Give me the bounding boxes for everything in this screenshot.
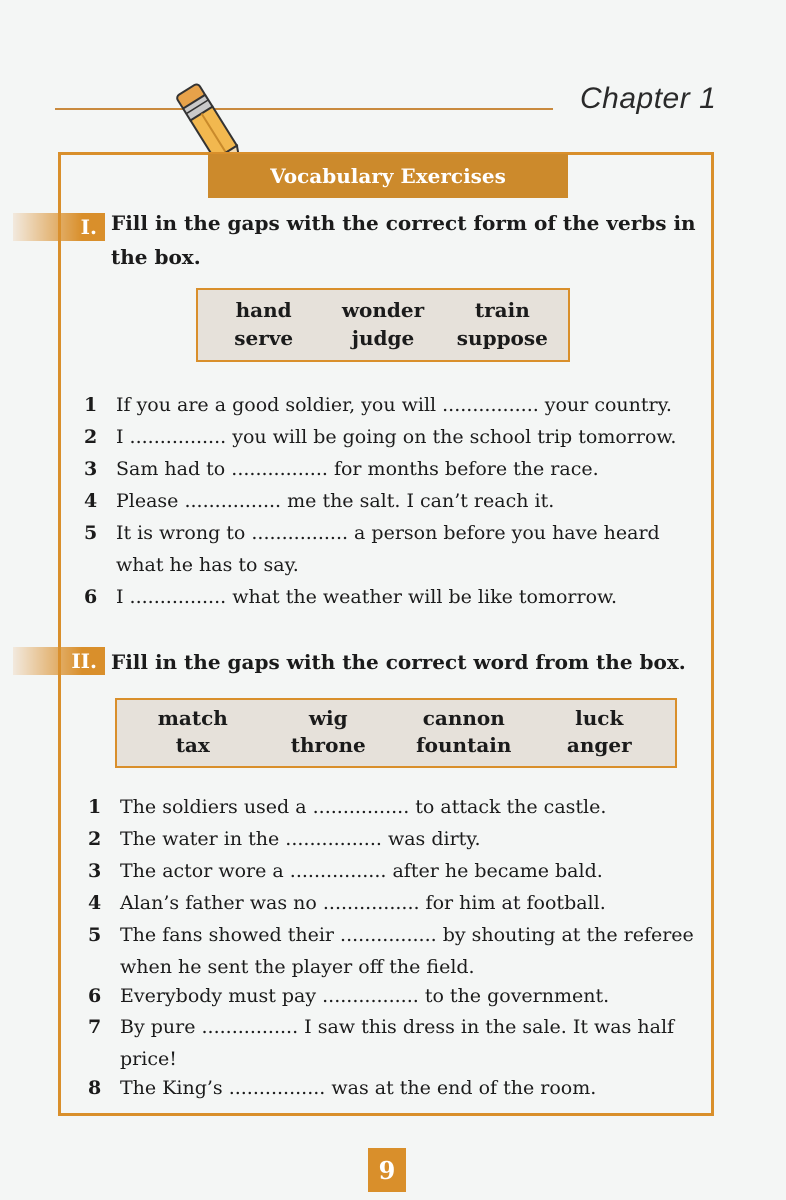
question-number: 1 [88,796,102,818]
word-box-word: train [474,298,530,322]
word-box-word: fountain [416,732,512,757]
question-text: If you are a good soldier, you will ................ your country. [116,394,672,416]
question-text: Everybody must pay ................ to the government. [120,985,610,1007]
word-box-word: cannon [422,705,505,730]
question-number: 1 [84,394,98,416]
section-1-word-box [196,288,570,362]
question-text: The fans showed their ................ by shouting at the referee when he sent the player off the field. [120,924,694,978]
question-number: 2 [88,828,102,850]
question-text: Sam had to ................ for months before the race. [116,458,599,480]
question-number: 5 [84,522,98,544]
chapter-heading: Chapter 1 [580,82,717,115]
question-text: I ................ you will be going on the school trip tomorrow. [116,426,677,448]
question-text: The King’s ................ was at the end of the room. [120,1077,597,1099]
question-text: I ................ what the weather will be like tomorrow. [116,586,618,608]
question-number: 4 [84,490,98,512]
word-box-word: anger [566,732,632,757]
question-text: It is wrong to ................ a person before you have heard what he has to say. [116,522,660,576]
page-number: 9 [368,1148,406,1192]
section-2-number: II. [13,647,105,675]
word-box-word: luck [575,705,624,730]
section-2-word-box [115,698,677,768]
question-text: The water in the ................ was dirty. [120,828,481,850]
word-box-word: hand [235,298,292,322]
question-text: By pure ................ I saw this dress in the sale. It was half price! [120,1016,675,1070]
word-box-word: wig [308,705,348,730]
question-text: Please ................ me the salt. I can’t reach it. [116,490,555,512]
question-text: The soldiers used a ................ to attack the castle. [120,796,607,818]
question-number: 3 [88,860,102,882]
word-box-word: judge [351,326,415,350]
word-box-word: serve [234,326,294,350]
word-box-word: throne [290,732,366,757]
word-box-word: tax [175,732,210,757]
section-1-title: Fill in the gaps with the correct form of the verbs in the box. [111,211,696,269]
section-2-title: Fill in the gaps with the correct word from the box. [111,650,686,674]
question-text: Alan’s father was no ................ for him at football. [120,892,606,914]
question-number: 4 [88,892,102,914]
question-text: The actor wore a ................ after he became bald. [120,860,603,882]
question-number: 5 [88,924,102,946]
question-number: 2 [84,426,98,448]
word-box-word: match [157,705,228,730]
question-number: 7 [88,1016,102,1038]
question-number: 6 [84,586,98,608]
vocabulary-banner: Vocabulary Exercises [208,154,568,198]
question-number: 3 [84,458,98,480]
word-box-word: suppose [456,326,548,350]
header-rule [55,108,553,110]
section-1-number: I. [13,213,105,241]
word-box-word: wonder [341,298,425,322]
question-number: 8 [88,1077,102,1099]
question-number: 6 [88,985,102,1007]
